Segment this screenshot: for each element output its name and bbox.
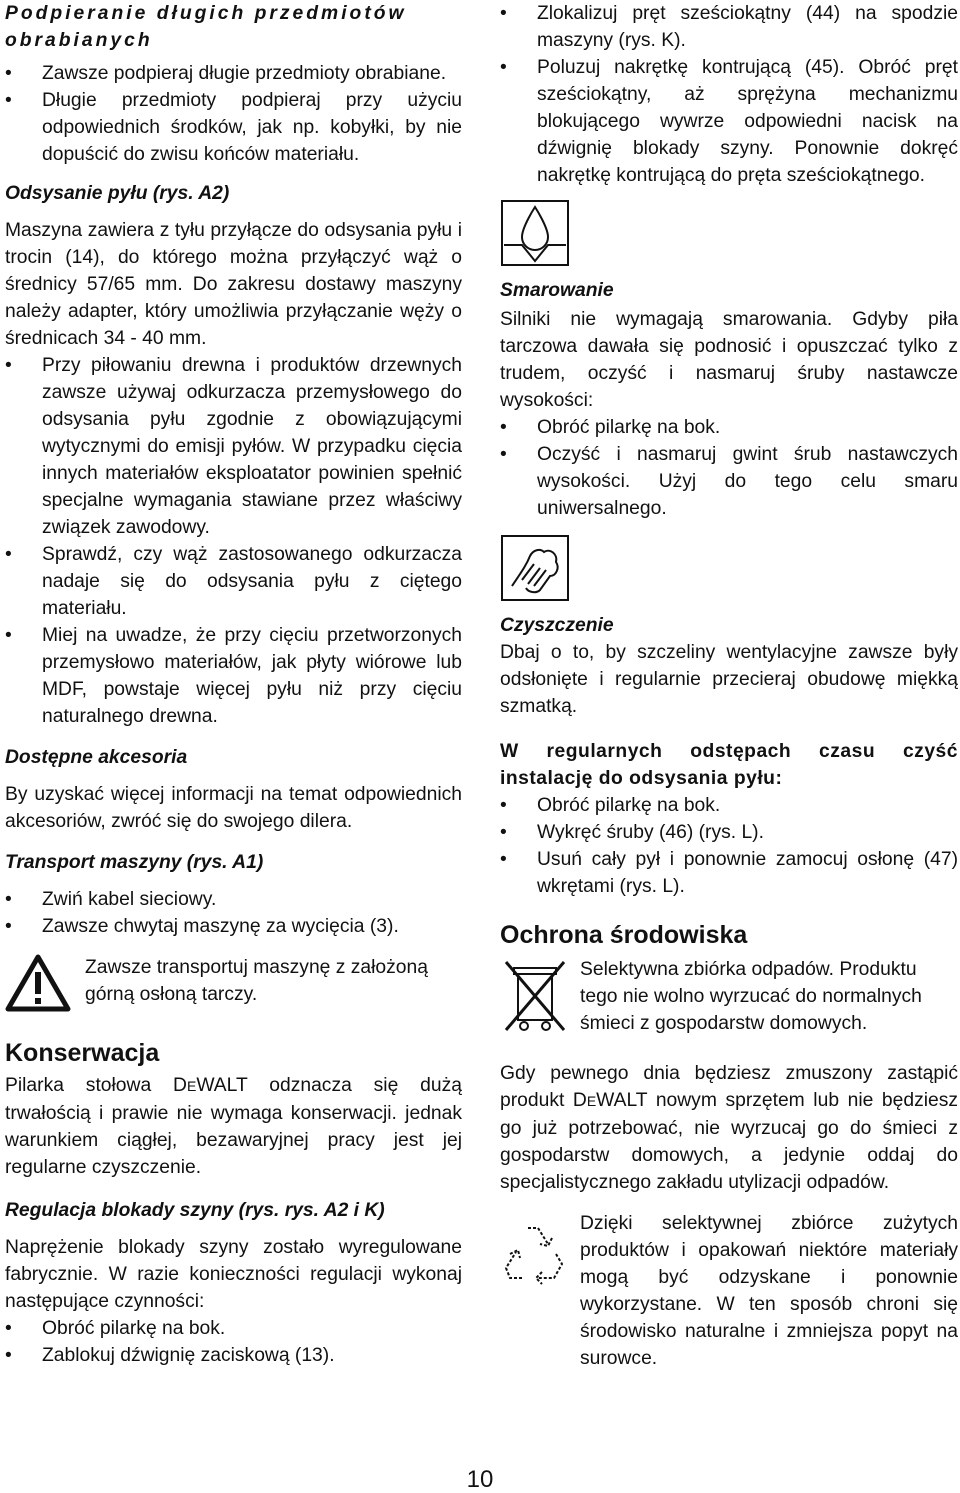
list-item: • Obróć pilarkę na bok.: [5, 1315, 462, 1342]
paragraph-accessories: By uzyskać więcej informacji na temat odpowiednich akcesoriów, zwróć się do swojego dilera.: [5, 784, 462, 832]
list-item: • Poluzuj nakrętkę kontrującą (45). Obróć pręt sześciokątny, aż sprężyna mechanizmu blokującego wywrze odpowiedni nacisk na dźwignię blokady szyny. Ponownie dokręć nakrętkę kontrującą do pręta sześciokątnego.: [500, 54, 958, 189]
heading-supporting-workpieces: Podpieranie długich przedmiotów obrabianych: [5, 3, 407, 51]
heading-dust-system-cleaning: W regularnych odstępach czasu czyść instalację do odsysania pyłu:: [500, 741, 958, 789]
list-supporting: [5, 60, 462, 168]
right-column: [500, 0, 958, 1372]
recycling-text: Dzięki selektywnej zbiórce zużytych produktów i opakowań niektóre materiały mogą być odzyskane i ponownie wykorzystane. W ten sposób chroni się środowisko naturalne i zmniejsza popyt na surowce.: [580, 1213, 958, 1369]
list-dust: [5, 352, 462, 730]
list-item: • Przy piłowaniu drewna i produktów drzewnych zawsze używaj odkurzacza przemysłowego do odsysania pyłu zgodnie z obowiązującymi wytycznymi do emisji pyłów. W przypadku cięcia innych materiałów eksploatator powinien spełnić specjalne wymagania stawiane przez właściwy związek zawodowy.: [5, 352, 462, 541]
paragraph-lubrication: Silniki nie wymagają smarowania. Gdyby piła tarczowa dawała się podnosić i opuszczać tylko z trudem, oczyść i nasmaruj śruby nastawcze wysokości:: [500, 309, 958, 411]
list-item: • Zawsze podpieraj długie przedmioty obrabiane.: [5, 60, 462, 87]
list-item: • Długie przedmioty podpieraj przy użyciu odpowiednich środków, jak np. kobyłki, by nie dopuścić do zwisu końców materiału.: [5, 87, 462, 168]
heading-transport: Transport maszyny (rys. A1): [5, 852, 264, 873]
oil-drop-icon: [500, 199, 572, 269]
list-item: • Obróć pilarkę na bok.: [500, 414, 958, 441]
list-item: • Sprawdź, czy wąż zastosowanego odkurzacza nadaje się do odsysania pyłu z ciętego materiału.: [5, 541, 462, 622]
list-item: • Wykręć śruby (46) (rys. L).: [500, 819, 958, 846]
list-item: • Zlokalizuj pręt sześciokątny (44) na spodzie maszyny (rys. K).: [500, 0, 958, 54]
list-transport: [5, 886, 462, 940]
list-item: • Oczyść i nasmaruj gwint śrub nastawczych wysokości. Użyj do tego celu smaru uniwersalnego.: [500, 441, 958, 522]
list-item: • Obróć pilarkę na bok.: [500, 792, 958, 819]
crossed-bin-icon: [500, 956, 580, 1044]
paragraph-cleaning: Dbaj o to, by szczeliny wentylacyjne zawsze były odsłonięte i regularnie przecieraj obudowę miękką szmatką.: [500, 642, 958, 717]
warning-triangle-icon: [5, 954, 85, 1020]
heading-lubrication: Smarowanie: [500, 280, 614, 301]
paragraph-maintenance: Pilarka stołowa DEWALT odznacza się dużą trwałością i prawie nie wymaga konserwacji. jednak warunkiem ciągłej, bezawaryjnej pracy jest jej regularne czyszczenie.: [5, 1075, 462, 1178]
cleaning-hand-icon: [500, 534, 572, 604]
disposal-note: [500, 956, 958, 1044]
page-number: 10: [466, 1466, 494, 1493]
heading-accessories: Dostępne akcesoria: [5, 747, 188, 768]
list-rail-lock: [5, 1315, 462, 1369]
list-item: • Miej na uwadze, że przy cięciu przetworzonych przemysłowo materiałów, jak płyty wiórowe lub MDF, powstaje więcej pyłu niż przy cięciu naturalnego drewna.: [5, 622, 462, 730]
warning-text: Zawsze transportuj maszynę z założoną górną osłoną tarczy.: [85, 957, 428, 1005]
list-item: • Usuń cały pył i ponownie zamocuj osłonę (47) wkrętami (rys. L).: [500, 846, 958, 900]
left-column: [5, 0, 462, 1369]
list-dust-system: [500, 792, 958, 900]
heading-maintenance: Konserwacja: [5, 1039, 160, 1067]
recycle-icon: [500, 1210, 580, 1294]
heading-environment: Ochrona środowiska: [500, 921, 748, 949]
paragraph-disposal: Gdy pewnego dnia będziesz zmuszony zastąpić produkt DEWALT nowym sprzętem lub nie będziesz go już potrzebować, nie wyrzucaj go do śmieci z gospodarstw domowych, a jedynie oddaj do specjalistycznego zakładu utylizacji odpadów.: [500, 1063, 958, 1193]
recycling-note: [500, 1210, 958, 1372]
warning-note: [5, 954, 462, 1020]
heading-rail-lock: Regulacja blokady szyny (rys. rys. A2 i K): [5, 1200, 385, 1221]
list-item: • Zawsze chwytaj maszynę za wycięcia (3).: [5, 913, 462, 940]
list-item: • Zwiń kabel sieciowy.: [5, 886, 462, 913]
list-rail-lock-continued: [500, 0, 958, 189]
disposal-text: Selektywna zbiórka odpadów. Produktu tego nie wolno wyrzucać do normalnych śmieci z gospodarstw domowych.: [580, 959, 922, 1034]
heading-cleaning: Czyszczenie: [500, 615, 614, 636]
paragraph-rail-lock: Naprężenie blokady szyny zostało wyregulowane fabrycznie. W razie konieczności regulacji wykonaj następujące czynności:: [5, 1237, 462, 1312]
paragraph-dust-extraction: Maszyna zawiera z tyłu przyłącze do odsysania pyłu i trocin (14), do którego można przyłączyć wąż o średnicy 57/65 mm. Do zakresu dostawy maszyny należy adapter, który umożliwia przyłączanie węży o średnicach 34 - 40 mm.: [5, 220, 462, 349]
list-lubrication: [500, 414, 958, 522]
list-item: • Zablokuj dźwignię zaciskową (13).: [5, 1342, 462, 1369]
heading-dust-extraction: Odsysanie pyłu (rys. A2): [5, 183, 230, 204]
